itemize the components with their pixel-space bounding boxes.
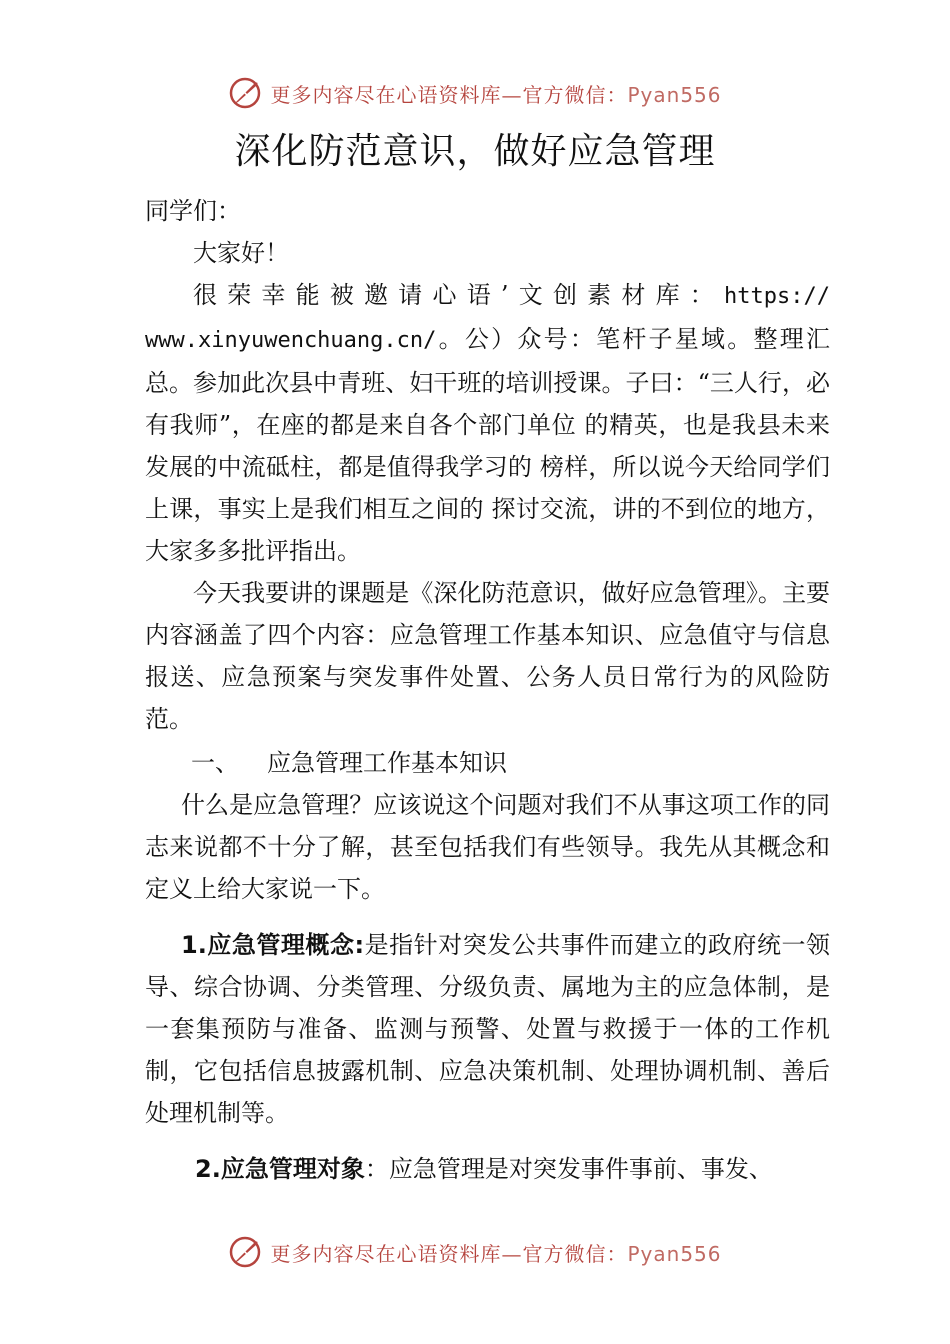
greeting: 大家好！ <box>193 239 289 267</box>
watermark-wechat-id: Pyan556 <box>627 1241 722 1266</box>
paragraph-topic: 今天我要讲的课题是《深化防范意识，做好应急管理》。主要内容涵盖了四个内容：应急管理工作基本知识、应急值守与信息报送、应急预案与突发事件处置、公务人员日常行为的风险防范。 <box>145 579 830 733</box>
watermark-footer <box>0 1232 950 1272</box>
document-body <box>145 190 830 1190</box>
item-concept-lead: 1.应急管理概念: <box>181 931 365 959</box>
watermark-text: 更多内容尽在心语资料库—官方微信：Pyan556 <box>270 82 722 107</box>
item-concept <box>145 924 830 1134</box>
watermark-text: 更多内容尽在心语资料库—官方微信：Pyan556 <box>270 1241 722 1266</box>
salutation: 同学们： <box>145 197 241 225</box>
section-number: 一、 <box>191 749 239 777</box>
item-concept-text: 是指针对突发公共事件而建立的政府统一领导、综合协调、分类管理、分级负责、属地为主的应急体制，是一套集预防与准备、监测与预警、处置与救援于一体的工作机制，它包括信息披露机制、应急决策机制、处理协调机制、善后处理机制等。 <box>145 931 830 1127</box>
source-url: www.xinyuwenchuang.cn/ <box>145 328 437 353</box>
section-heading-1 <box>145 742 830 784</box>
quill-logo-icon <box>228 1235 262 1269</box>
paragraph-intro: 很荣幸能被邀请心语’文创素材库：https:// www.xinyuwenchuang.cn/。公）众号：笔杆子星域。整理汇总。参加此次县中青班、妇干班的培训授课。子曰：“三人行，必有我师”，在座的都是来自各个部门单位 的精英，也是我县未来发展的中流砥柱，都是值得我学习的 榜样，所以说今天给同学们上课，事实上是我们相互之间的 探讨交流，讲的不到位的地方，大家多多批评指出。 <box>145 281 830 565</box>
watermark-wechat-id: Pyan556 <box>627 82 722 107</box>
quill-logo-icon <box>228 76 262 110</box>
document-title: 深化防范意识，做好应急管理 <box>234 131 716 172</box>
section-title: 应急管理工作基本知识 <box>267 749 507 777</box>
watermark-header <box>0 73 950 113</box>
item-object-lead: 2.应急管理对象 <box>195 1155 365 1183</box>
item-object <box>145 1148 830 1190</box>
item-object-text: ：应急管理是对突发事件事前、事发、 <box>364 1155 773 1183</box>
paragraph-what-is: 什么是应急管理？应该说这个问题对我们不从事这项工作的同志来说都不十分了解，甚至包括我们有些领导。我先从其概念和定义上给大家说一下。 <box>145 791 830 903</box>
